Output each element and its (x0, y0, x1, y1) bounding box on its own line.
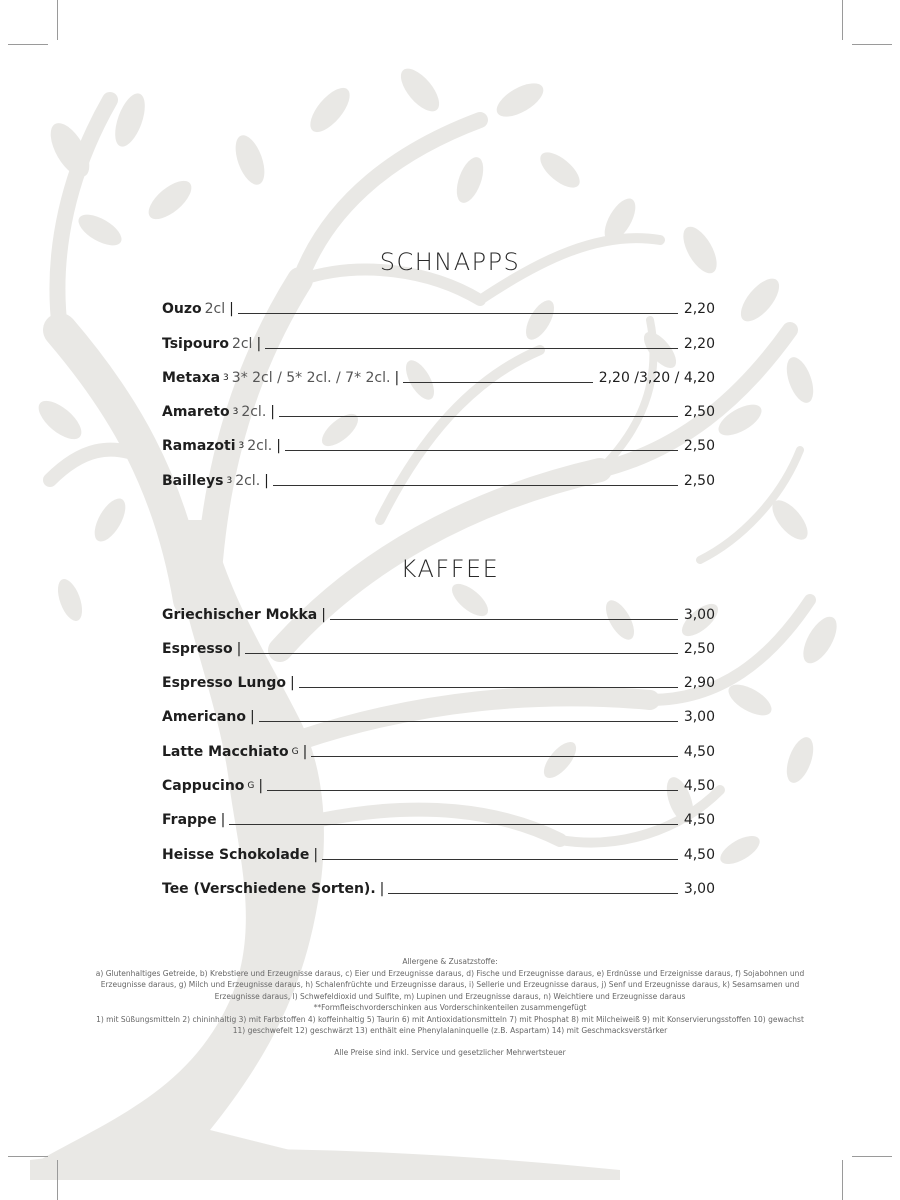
menu-item: Griechischer Mokka | 3,00 (162, 607, 715, 623)
item-allergen-mark: G (291, 747, 299, 757)
item-price: 4,50 (683, 744, 715, 760)
allergen-footer (90, 956, 810, 1058)
footer-title: Allergene & Zusatzstoffe: (402, 957, 498, 966)
item-allergen-mark: 3 (238, 441, 245, 451)
menu-item: Cappucino G | 4,50 (162, 778, 715, 794)
item-price: 2,20 (683, 336, 715, 352)
item-price: 2,50 (683, 404, 715, 420)
item-price: 3,00 (683, 881, 715, 897)
menu-item: Amareto 3 2cl. | 2,50 (162, 404, 715, 420)
item-allergen-mark: G (247, 781, 255, 791)
item-price: 3,00 (683, 607, 715, 623)
item-price: 4,50 (683, 812, 715, 828)
item-allergen-mark: 3 (226, 476, 233, 486)
item-price: 2,50 (683, 641, 715, 657)
item-price: 2,20 (683, 301, 715, 317)
item-price: 2,90 (683, 675, 715, 691)
item-price: 3,00 (683, 709, 715, 725)
menu-item: Tsipouro 2cl | 2,20 (162, 336, 715, 352)
item-name: Espresso (162, 641, 233, 657)
menu-item: Americano | 3,00 (162, 709, 715, 725)
item-name: Griechischer Mokka (162, 607, 318, 623)
menu-item: Ouzo 2cl | 2,20 (162, 301, 715, 317)
item-detail: 2cl. (235, 473, 261, 489)
item-price: 2,50 (683, 438, 715, 454)
menu-item: Espresso Lungo | 2,90 (162, 675, 715, 691)
item-name: Tsipouro (162, 336, 229, 352)
item-name: Amareto (162, 404, 230, 420)
footer-prices-note: Alle Preise sind inkl. Service und gesetzlicher Mehrwertsteuer (334, 1047, 566, 1057)
menu-item: Latte Macchiato G | 4,50 (162, 744, 715, 760)
menu-item: Heisse Schokolade | 4,50 (162, 847, 715, 863)
item-detail: 2cl (231, 336, 253, 352)
item-name: Tee (Verschiedene Sorten). (162, 881, 376, 897)
item-price: 2,20 /3,20 / 4,20 (598, 370, 715, 386)
item-name: Ouzo (162, 301, 202, 317)
item-name: Bailleys (162, 473, 224, 489)
item-detail: 2cl. (241, 404, 267, 420)
item-price: 2,50 (683, 473, 715, 489)
item-name: Americano (162, 709, 246, 725)
footer-allergens: a) Glutenhaltiges Getreide, b) Krebstiere und Erzeugnisse daraus, c) Eier und Erzeugnisse daraus, d) Fische und Erzeugnisse daraus, e) Erdnüsse und Erzeignisse daraus, f) Sojabohnen und Erzeugnisse daraus, g) Milch und Erzeugnisse daraus, h) Schalenfrüchte und Erzeugnisse daraus, i) Sellerie und Erzeugnisse daraus, j) Senf und Erzeugnisse daraus, k) Sesamsamen und Erzeugnisse daraus, l) Schwefeldioxid und Sulfite, m) Lupinen und Erzeugnisse daraus, n) Weichtiere und Erzeugnisse daraus (95, 968, 805, 1001)
item-detail: 3* 2cl / 5* 2cl. / 7* 2cl. (231, 370, 391, 386)
section-title-kaffee: KAFFEE (400, 555, 500, 583)
menu-item: Metaxa 3 3* 2cl / 5* 2cl. / 7* 2cl. | 2,20 /3,20 / 4,20 (162, 370, 715, 386)
menu-item: Ramazoti 3 2cl. | 2,50 (162, 438, 715, 454)
item-detail: 2cl (204, 301, 226, 317)
footer-note: **Formfleischvorderschinken aus Vorderschinkenteilen zusammengefügt (313, 1003, 587, 1012)
footer-additives: 1) mit Süßungsmitteln 2) chininhaltig 3) mit Farbstoffen 4) koffeinhaltig 5) Taurin 6) mit Antioxidationsmitteln 7) mit Phosphat 8) mit Milcheiweiß 9) mit Konservierungsstoffen 10) gewachst 11) geschwefelt 12) geschwärzt 13) enthält eine Phenylalaninquelle (z.B. Aspartam) 14) mit Geschmacksverstärker (96, 1014, 804, 1035)
item-name: Cappucino (162, 778, 245, 794)
item-allergen-mark: 3 (232, 407, 239, 417)
item-name: Latte Macchiato (162, 744, 289, 760)
menu-item: Bailleys 3 2cl. | 2,50 (162, 473, 715, 489)
item-name: Frappe (162, 812, 217, 828)
item-name: Metaxa (162, 370, 221, 386)
item-detail: 2cl. (247, 438, 273, 454)
item-name: Espresso Lungo (162, 675, 286, 691)
item-name: Heisse Schokolade (162, 847, 310, 863)
item-allergen-mark: 3 (223, 373, 229, 383)
item-price: 4,50 (683, 847, 715, 863)
menu-item: Tee (Verschiedene Sorten). | 3,00 (162, 881, 715, 897)
item-price: 4,50 (683, 778, 715, 794)
item-name: Ramazoti (162, 438, 236, 454)
menu-item: Frappe | 4,50 (162, 812, 715, 828)
section-title-schnapps: SCHNAPPS (379, 248, 521, 276)
menu-item: Espresso | 2,50 (162, 641, 715, 657)
